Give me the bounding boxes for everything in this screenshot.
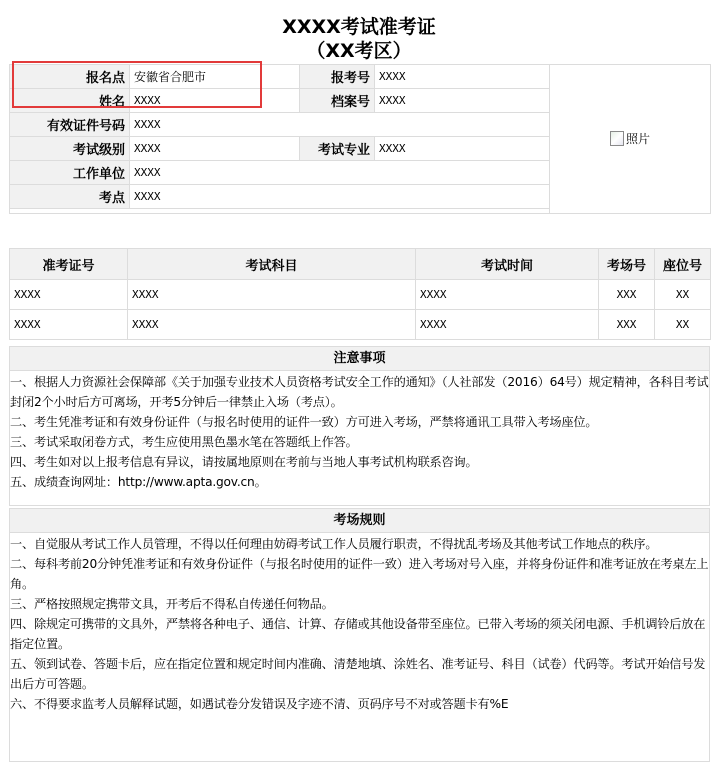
exam-major-value: XXXX bbox=[375, 137, 550, 161]
rule-item: 四、除规定可携带的文具外，严禁将各种电子、通信、计算、存储或其他设备带至座位。已带入考场的须关闭电源、手机调铃后放在指定位置。 bbox=[10, 617, 706, 651]
employer-label: 工作单位 bbox=[10, 161, 130, 185]
table-row bbox=[10, 310, 711, 340]
note-item: 一、根据人力资源社会保障部《关于加强专业技术人员资格考试安全工作的通知》（人社部发（2016）64号）规定精神，各科目考试封闭2个小时后方可离场，开考5分钟后一律禁止入场（考点）。 bbox=[10, 375, 709, 409]
broken-image-icon bbox=[610, 131, 624, 146]
rule-item: 二、每科考前20分钟凭准考证和有效身份证件（与报名时使用的证件一致）进入考场对号入座，并将身份证件和准考证放在考桌左上角。 bbox=[10, 557, 709, 591]
table-cell: XXXX bbox=[128, 310, 416, 340]
rule-item: 三、严格按照规定携带文具，开考后不得私自传递任何物品。 bbox=[10, 597, 334, 611]
rule-item: 五、领到试卷、答题卡后，应在指定位置和规定时间内准确、清楚地填、涂姓名、准考证号、科目（试卷）代码等。考试开始信号发出后方可答题。 bbox=[10, 657, 706, 691]
photo-cell bbox=[550, 65, 711, 214]
exam-no-value: XXXX bbox=[375, 65, 550, 89]
rules-heading: 考场规则 bbox=[10, 509, 709, 533]
employer-value: XXXX bbox=[130, 161, 550, 185]
exam-no-label: 报考号 bbox=[300, 65, 375, 89]
exam-level-label: 考试级别 bbox=[10, 137, 130, 161]
notes-heading: 注意事项 bbox=[10, 347, 709, 371]
subjects-header-cell: 考场号 bbox=[599, 249, 655, 280]
photo bbox=[610, 130, 650, 147]
registration-point-label: 报名点 bbox=[10, 65, 130, 89]
subjects-header-cell: 考试时间 bbox=[416, 249, 599, 280]
table-cell: XXXX bbox=[128, 280, 416, 310]
exam-subjects-table bbox=[9, 248, 711, 340]
exam-site-label: 考点 bbox=[10, 185, 130, 209]
table-cell: XXXX bbox=[10, 310, 128, 340]
subjects-header-cell: 座位号 bbox=[655, 249, 711, 280]
rules-section bbox=[9, 508, 710, 762]
page-title: XXXX考试准考证 bbox=[282, 16, 436, 38]
page-subtitle: （XX考区） bbox=[306, 40, 412, 62]
note-item: 五、成绩查询网址：http://www.apta.gov.cn。 bbox=[10, 475, 267, 489]
note-item: 二、考生凭准考证和有效身份证件（与报名时使用的证件一致）方可进入考场，严禁将通讯工具带入考场座位。 bbox=[10, 415, 598, 429]
subjects-header-cell: 考试科目 bbox=[128, 249, 416, 280]
notes-section bbox=[9, 346, 710, 506]
exam-major-label: 考试专业 bbox=[300, 137, 375, 161]
exam-site-value: XXXX bbox=[130, 185, 550, 209]
table-cell: XXX bbox=[599, 310, 655, 340]
table-cell: XXX bbox=[599, 280, 655, 310]
highlight-box bbox=[12, 61, 262, 108]
id-number-label: 有效证件号码 bbox=[10, 113, 130, 137]
photo-alt-text: 照片 bbox=[625, 131, 650, 146]
registration-point-value: 安徽省合肥市 bbox=[130, 65, 300, 89]
note-item: 三、考试采取闭卷方式，考生应使用黑色墨水笔在答题纸上作答。 bbox=[10, 435, 358, 449]
rule-item: 六、不得要求监考人员解释试题，如遇试卷分发错误及字迹不清、页码序号不对或答题卡有%E bbox=[10, 697, 509, 711]
id-number-value: XXXX bbox=[130, 113, 550, 137]
info-spacer bbox=[10, 209, 550, 214]
file-no-label: 档案号 bbox=[300, 89, 375, 113]
table-cell: XX bbox=[655, 280, 711, 310]
subjects-header-cell: 准考证号 bbox=[10, 249, 128, 280]
table-cell: XX bbox=[655, 310, 711, 340]
table-row bbox=[10, 280, 711, 310]
name-label: 姓名 bbox=[10, 89, 130, 113]
note-item: 四、考生如对以上报考信息有异议，请按属地原则在考前与当地人事考试机构联系咨询。 bbox=[10, 455, 478, 469]
name-value: XXXX bbox=[130, 89, 300, 113]
exam-level-value: XXXX bbox=[130, 137, 300, 161]
table-cell: XXXX bbox=[10, 280, 128, 310]
table-cell: XXXX bbox=[416, 310, 599, 340]
rule-item: 一、自觉服从考试工作人员管理，不得以任何理由妨碍考试工作人员履行职责，不得扰乱考场及其他考试工作地点的秩序。 bbox=[10, 537, 658, 551]
table-cell: XXXX bbox=[416, 280, 599, 310]
file-no-value: XXXX bbox=[375, 89, 550, 113]
